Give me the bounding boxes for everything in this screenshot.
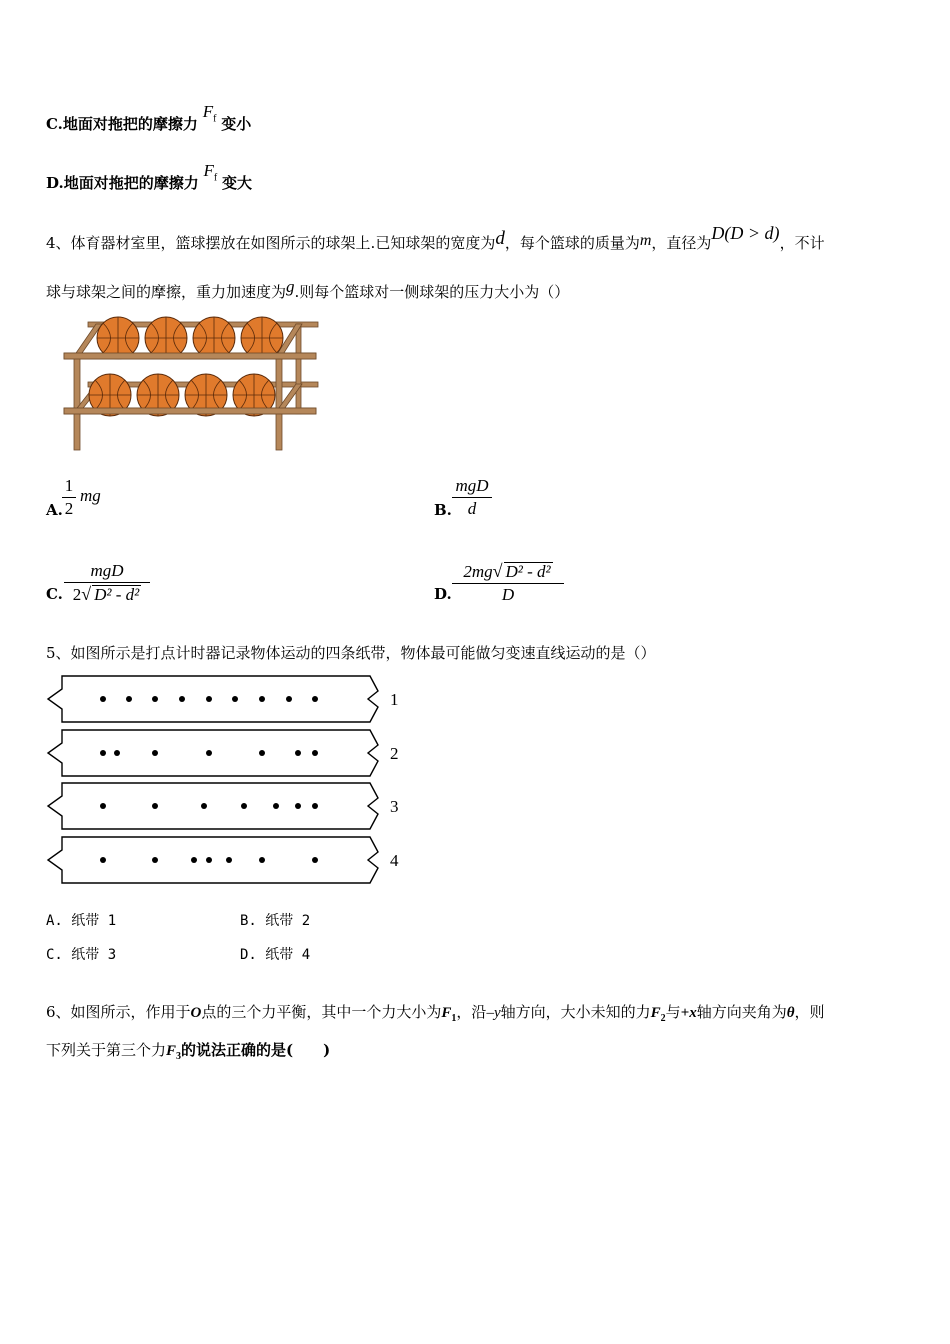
q6-line2: 下列关于第三个力$F_3$的说法正确的是( ) [46,1041,331,1062]
tape-dot [312,803,318,809]
tape-labels-group [390,690,399,870]
tape-dot [100,803,106,809]
q3-option-c [46,102,252,141]
paper-tape-4 [48,837,378,883]
paper-tape-1 [48,676,378,722]
tape-dot [286,696,292,702]
q4-option-d-label: D. [434,585,452,603]
tape-dot [273,803,279,809]
tape-dot [179,696,185,702]
q4-option-b-label: B. [434,501,452,519]
paper-tape-3 [48,783,378,829]
tape-dot [100,750,106,756]
tape-dot [259,857,265,863]
tape-dot [201,803,207,809]
tape-label: 2 [390,744,399,763]
q4-line2: 球与球架之间的摩擦，重力加速度为g.则每个篮球对一侧球架的压力大小为（） [46,277,570,301]
q5-question: 5、如图所示是打点计时器记录物体运动的四条纸带，物体最可能做匀变速直线运动的是（） [46,644,656,662]
tape-dot [152,696,158,702]
basketball-rack-figure [58,308,324,454]
force-var: $F_f$ [203,161,218,184]
q5-option-b: B. 纸带 2 [240,913,311,929]
tape-dot [206,857,212,863]
paper-tapes-figure [40,670,410,892]
tape-dot [259,696,265,702]
q6-line1: 6、如图所示，作用于O点的三个力平衡，其中一个力大小为$F_1$，沿–y轴方向，大小未知的力$F_2$与+x轴方向夹角为θ，则 [46,1003,825,1024]
tape-dot [312,750,318,756]
q4-option-a-mg: mg [80,486,101,505]
q4-option-c-label: C. [46,585,63,603]
q5-option-d: D. 纸带 4 [240,947,311,963]
option-text-end: 变大 [222,174,253,192]
q4-option-b-fraction: mgD d [452,476,492,519]
option-text: 地面对拖把的摩擦力 [63,174,199,192]
q3-option-d [46,161,253,200]
q5-option-a: A. 纸带 1 [46,913,117,929]
tape-label: 1 [390,690,399,709]
tape-dot [312,857,318,863]
q4-option-d-fraction: 2mg√ D² - d² D [452,561,564,605]
q4-option-a-label: A. [46,501,63,519]
q5-option-c: C. 纸带 3 [46,947,117,963]
q4-line1: 4、体育器材室里，篮球摆放在如图所示的球架上.已知球架的宽度为d，每个篮球的质量为m，直径为D(D > d)，不计 [46,223,825,252]
tape-dot [100,857,106,863]
tape-label: 4 [390,851,399,870]
tape-dot [259,750,265,756]
tape-dot [152,857,158,863]
q4-option-a-fraction: 1 2 [62,476,76,519]
tape-dot [152,803,158,809]
tape-dot [206,750,212,756]
paper-tape-2 [48,730,378,776]
tape-dot [295,803,301,809]
q4-option-c-fraction: mgD 2√ D² - d² [64,561,150,605]
tape-dot [100,696,106,702]
option-text-end: 变小 [221,115,252,133]
option-label: C. [46,115,63,133]
tape-dot [232,696,238,702]
tape-dot [206,696,212,702]
tape-dot [152,750,158,756]
force-var: $F_f$ [202,102,217,125]
option-text: 地面对拖把的摩擦力 [62,115,198,133]
tape-dot [126,696,132,702]
tape-dot [241,803,247,809]
tape-dot [312,696,318,702]
tape-dot [191,857,197,863]
tape-label: 3 [390,797,399,816]
tape-dot [226,857,232,863]
tapes-group [48,676,378,883]
option-label: D. [46,174,64,192]
tape-dot [295,750,301,756]
tape-dot [114,750,120,756]
